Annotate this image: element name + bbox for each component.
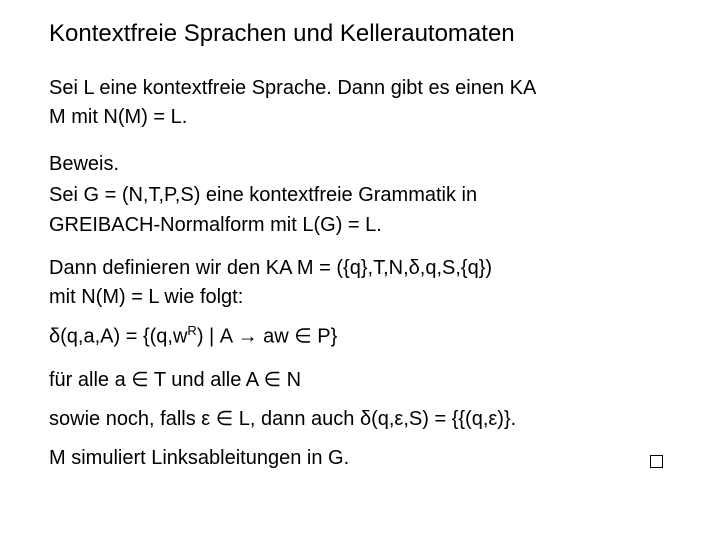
grammar-line-1: Sei G = (N,T,P,S) eine kontextfreie Grammatik in	[49, 184, 478, 206]
slide-title: Kontextfreie Sprachen und Kellerautomaten	[49, 20, 515, 47]
epsilon-line: sowie noch, falls ε ∈ L, dann auch δ(q,ε,S) = {{(q,ε)}.	[49, 408, 517, 430]
transition-rule-suffix: ) | A → aw ∈ P}	[196, 325, 338, 348]
theorem-line-1: Sei L eine kontextfreie Sprache. Dann gibt es einen KA	[49, 77, 537, 99]
grammar-line-2: GREIBACH-Normalform mit L(G) = L.	[49, 214, 382, 236]
definition-line-2: mit N(M) = L wie folgt:	[49, 286, 244, 308]
qed-square-icon	[650, 455, 663, 468]
proof-heading: Beweis.	[49, 153, 120, 175]
transition-rule	[49, 323, 337, 349]
conclusion-line: M simuliert Linksableitungen in G.	[49, 447, 350, 469]
transition-rule-prefix: δ(q,a,A) = {(q,w	[49, 325, 188, 348]
reverse-superscript: R	[187, 323, 197, 338]
theorem-line-2: M mit N(M) = L.	[49, 106, 188, 128]
definition-line-1: Dann definieren wir den KA M = ({q},T,N,δ,q,S,{q})	[49, 257, 493, 279]
forall-line: für alle a ∈ T und alle A ∈ N	[49, 369, 302, 391]
